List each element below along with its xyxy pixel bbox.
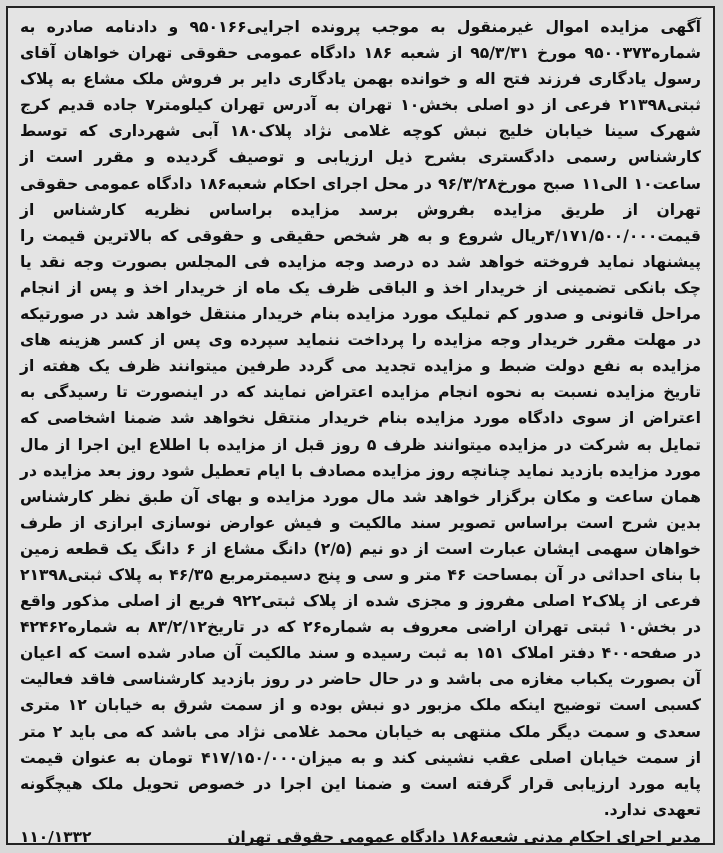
- notice-footer: [20, 825, 701, 849]
- notice-signature: مدیر اجرای احکام مدنی شعبه۱۸۶ دادگاه عمومی حقوقی تهران: [227, 827, 701, 846]
- auction-notice: [6, 6, 715, 845]
- notice-code: ۱۱۰/۱۳۳۲: [20, 827, 92, 846]
- notice-body: آگهی مزایده اموال غیرمنقول به موجب پرونده اجرایی۹۵۰۱۶۶ و دادنامه صادره به شماره۹۵۰۰۳۷۳ مورخ ۹۵/۳/۳۱ از شعبه ۱۸۶ دادگاه عمومی حقوقی تهران خواهان آقای رسول یادگاری فرزند فتح اله و خوانده بهمن یادگاری دایر بر فروش ملک مشاع به پلاک ثبتی۲۱۳۹۸ فرعی از دو اصلی بخش۱۰ تهران به آدرس تهران کیلومتر۷ جاده قدیم کرج شهرک سینا خیابان خلیج نبش کوچه غلامی نژاد پلاک۱۸۰ آبی شهرداری که توسط کارشناس رسمی دادگستری بشرح ذیل ارزیابی و توصیف گردیده و مقرر است از ساعت۱۰ الی۱۱ صبح مورخ۹۶/۳/۲۸ در محل اجرای احکام شعبه۱۸۶ دادگاه عمومی حقوقی تهران از طریق مزایده بفروش برسد مزایده براساس نظریه کارشناس از قیمت۴/۱۷۱/۵۰۰/۰۰۰ریال شروع و به هر شخص حقیقی و حقوقی که بالاترین قیمت را پیشنهاد نماید فروخته خواهد شد ده درصد وجه مزایده فی المجلس بصورت وجه نقد یا چک بانکی تضمینی از خریدار اخذ و الباقی ظرف یک ماه از خریدار اخذ و پس از انجام مراحل قانونی و صدور کم تملیک مورد مزایده بنام خریدار منتقل خواهد شد در صورتیکه در مهلت مقرر خریدار وجه مزایده را پرداخت ننماید سپرده وی پس از کسر هزینه های مزایده به نفع دولت ضبط و مزایده تجدید می گردد طرفین میتوانند ظرف یک هفته از تاریخ مزایده نسبت به نحوه انجام مزایده اعتراض نمایند که در اینصورت تا رسیدگی به اعتراض از سوی دادگاه مورد مزایده بنام خریدار منتقل نخواهد شد ضمنا اشخاصی که تمایل به شرکت در مزایده میتوانند ظرف ۵ روز قبل از مزایده با اطلاع این اجرا از مال مورد مزایده بازدید نماید چنانچه روز مزایده مصادف با ایام تعطیل شود روز بعد مزایده در همان ساعت و مکان برگزار خواهد شد مال مورد مزایده و بهای آن طبق نظر کارشناس بدین شرح است براساس تصویر سند مالکیت و فیش عوارض نوسازی ابرازی از طرف خواهان سهمی ایشان عبارت است از دو نیم (۲/۵) دانگ مشاع از ۶ دانگ یک قطعه زمین با بنای احداثی در آن بمساحت ۴۶ متر و سی و پنج دسیمترمربع ۴۶/۳۵ به پلاک ثبتی۲۱۳۹۸ فرعی از پلاک۲ اصلی مفروز و مجزی شده از پلاک ثبتی۹۲۲ فریع از اصلی مذکور واقع در بخش۱۰ ثبتی تهران اراضی معروف به شماره۲۶ که در تاریخ۸۳/۲/۱۲ به شماره۴۲۴۶۲ در صفحه۴۰۰ دفتر املاک ۱۵۱ به ثبت رسیده و سند مالکیت آن صادر شده است که اعیان آن بصورت یکباب مغازه می باشد و در حال حاضر در روز بازدید کارشناسی فاقد فعالیت کسبی است توضیح اینکه ملک مزبور دو نبش بوده و از سمت شرق به خیابان ۱۲ متری سعدی و سمت دیگر ملک منتهی به خیابان محمد غلامی نژاد می باشد که می باید ۲ متر از سمت خیابان اصلی عقب نشینی کند و به میزان۴۱۷/۱۵۰/۰۰۰ تومان به عنوان قیمت پایه مورد ارزیابی قرار گرفته است و ضمنا این اجرا در خصوص تحویل ملک هیچگونه تعهدی ندارد.: [20, 18, 702, 819]
